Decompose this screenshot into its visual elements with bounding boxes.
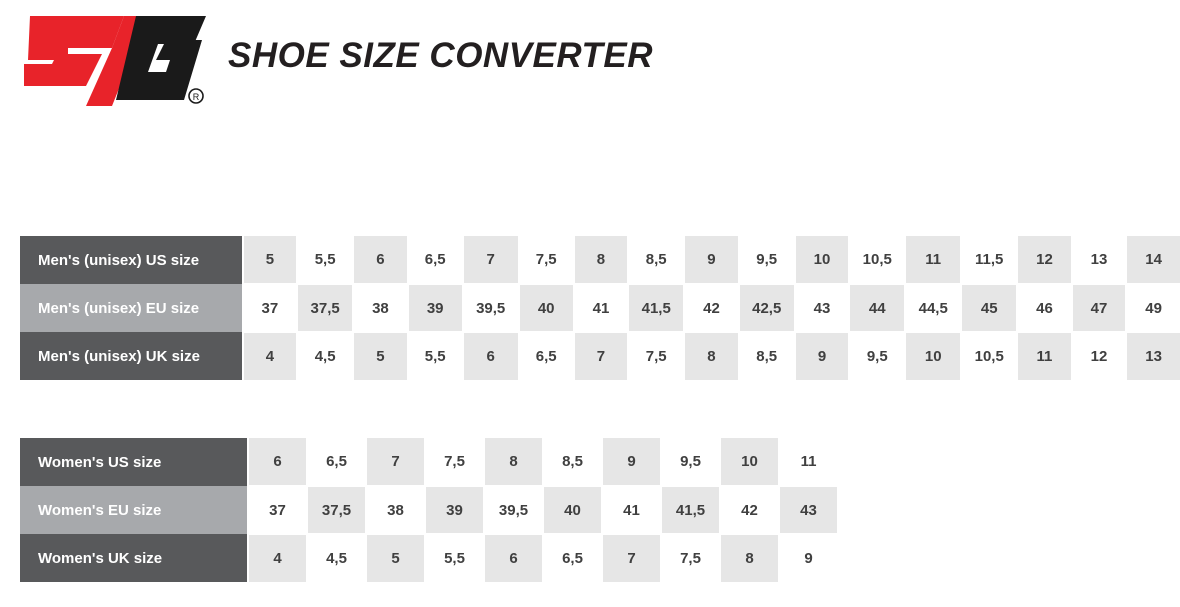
- size-cell: 10: [795, 236, 850, 284]
- size-cell: 6,5: [519, 332, 574, 380]
- size-cell: 44: [849, 284, 905, 332]
- size-cell: 41: [602, 486, 661, 534]
- size-cell: 7: [602, 534, 661, 582]
- size-cell: 37: [248, 486, 307, 534]
- row-label: Women's EU size: [20, 486, 248, 534]
- size-cell: 4: [243, 332, 298, 380]
- size-cell: 5,5: [297, 236, 353, 284]
- size-cell: 39,5: [463, 284, 519, 332]
- size-cell: 8: [684, 332, 739, 380]
- svg-text:R: R: [192, 92, 200, 102]
- size-cell: 49: [1126, 284, 1180, 332]
- size-cell: 8: [484, 438, 543, 486]
- size-cell: 6: [353, 236, 408, 284]
- size-cell: 9,5: [849, 332, 905, 380]
- size-cell: 6,5: [307, 438, 366, 486]
- size-cell: 10: [905, 332, 961, 380]
- size-cell: 8,5: [543, 438, 602, 486]
- size-cell: 7,5: [519, 236, 574, 284]
- size-cell: 40: [519, 284, 574, 332]
- size-cell: 47: [1072, 284, 1127, 332]
- size-cell: 6: [248, 438, 307, 486]
- row-label: Men's (unisex) US size: [20, 236, 243, 284]
- row-label: Women's UK size: [20, 534, 248, 582]
- size-cell: 37,5: [297, 284, 353, 332]
- size-cell: 9,5: [739, 236, 795, 284]
- mens-size-table: [20, 236, 1180, 380]
- size-cell: 6: [463, 332, 519, 380]
- row-label: Women's US size: [20, 438, 248, 486]
- size-cell: 9: [795, 332, 850, 380]
- size-cell: 5: [366, 534, 425, 582]
- size-cell: 40: [543, 486, 602, 534]
- size-cell: 9,5: [661, 438, 720, 486]
- size-cell: 41: [574, 284, 629, 332]
- size-cell: 9: [779, 534, 837, 582]
- size-cell: 11,5: [961, 236, 1017, 284]
- size-cell: 39: [425, 486, 484, 534]
- table-row: [20, 332, 1180, 380]
- table-row: [20, 236, 1180, 284]
- size-cell: 11: [779, 438, 837, 486]
- size-cell: 38: [353, 284, 408, 332]
- row-label: Men's (unisex) UK size: [20, 332, 243, 380]
- size-cell: 41,5: [661, 486, 720, 534]
- womens-size-table-grid: [20, 438, 837, 582]
- size-cell: 39,5: [484, 486, 543, 534]
- size-cell: 5: [243, 236, 298, 284]
- page-header: [0, 0, 1180, 130]
- size-cell: 6,5: [543, 534, 602, 582]
- size-cell: 8,5: [628, 236, 684, 284]
- size-cell: 13: [1072, 236, 1127, 284]
- size-cell: 13: [1126, 332, 1180, 380]
- size-cell: 6: [484, 534, 543, 582]
- size-cell: 7: [463, 236, 519, 284]
- size-cell: 38: [366, 486, 425, 534]
- size-cell: 5,5: [425, 534, 484, 582]
- table-row: [20, 284, 1180, 332]
- size-cell: 46: [1017, 284, 1072, 332]
- size-cell: 41,5: [628, 284, 684, 332]
- size-cell: 5: [353, 332, 408, 380]
- size-cell: 5,5: [408, 332, 463, 380]
- table-row: [20, 486, 837, 534]
- size-cell: 7,5: [425, 438, 484, 486]
- size-cell: 7,5: [661, 534, 720, 582]
- table-row: [20, 438, 837, 486]
- size-cell: 37,5: [307, 486, 366, 534]
- size-cell: 42: [720, 486, 779, 534]
- size-cell: 8: [574, 236, 629, 284]
- size-cell: 12: [1017, 236, 1072, 284]
- size-cell: 7,5: [628, 332, 684, 380]
- size-cell: 9: [602, 438, 661, 486]
- size-cell: 6,5: [408, 236, 463, 284]
- size-cell: 4,5: [297, 332, 353, 380]
- size-cell: 4,5: [307, 534, 366, 582]
- size-cell: 11: [1017, 332, 1072, 380]
- mens-size-table-grid: [20, 236, 1180, 380]
- size-cell: 8,5: [739, 332, 795, 380]
- size-cell: 43: [779, 486, 837, 534]
- size-cell: 9: [684, 236, 739, 284]
- size-cell: 44,5: [905, 284, 961, 332]
- table-row: [20, 534, 837, 582]
- size-cell: 10,5: [849, 236, 905, 284]
- size-cell: 43: [795, 284, 850, 332]
- size-cell: 37: [243, 284, 298, 332]
- size-cell: 10: [720, 438, 779, 486]
- size-cell: 12: [1072, 332, 1127, 380]
- brand-logo-3g: [16, 10, 206, 110]
- row-label: Men's (unisex) EU size: [20, 284, 243, 332]
- size-cell: 10,5: [961, 332, 1017, 380]
- size-cell: 7: [574, 332, 629, 380]
- size-cell: 39: [408, 284, 463, 332]
- size-cell: 42,5: [739, 284, 795, 332]
- size-cell: 7: [366, 438, 425, 486]
- size-cell: 8: [720, 534, 779, 582]
- size-cell: 45: [961, 284, 1017, 332]
- size-cell: 42: [684, 284, 739, 332]
- size-cell: 14: [1126, 236, 1180, 284]
- page-title: SHOE SIZE CONVERTER: [228, 36, 654, 75]
- size-cell: 11: [905, 236, 961, 284]
- womens-size-table: [20, 438, 837, 582]
- size-cell: 4: [248, 534, 307, 582]
